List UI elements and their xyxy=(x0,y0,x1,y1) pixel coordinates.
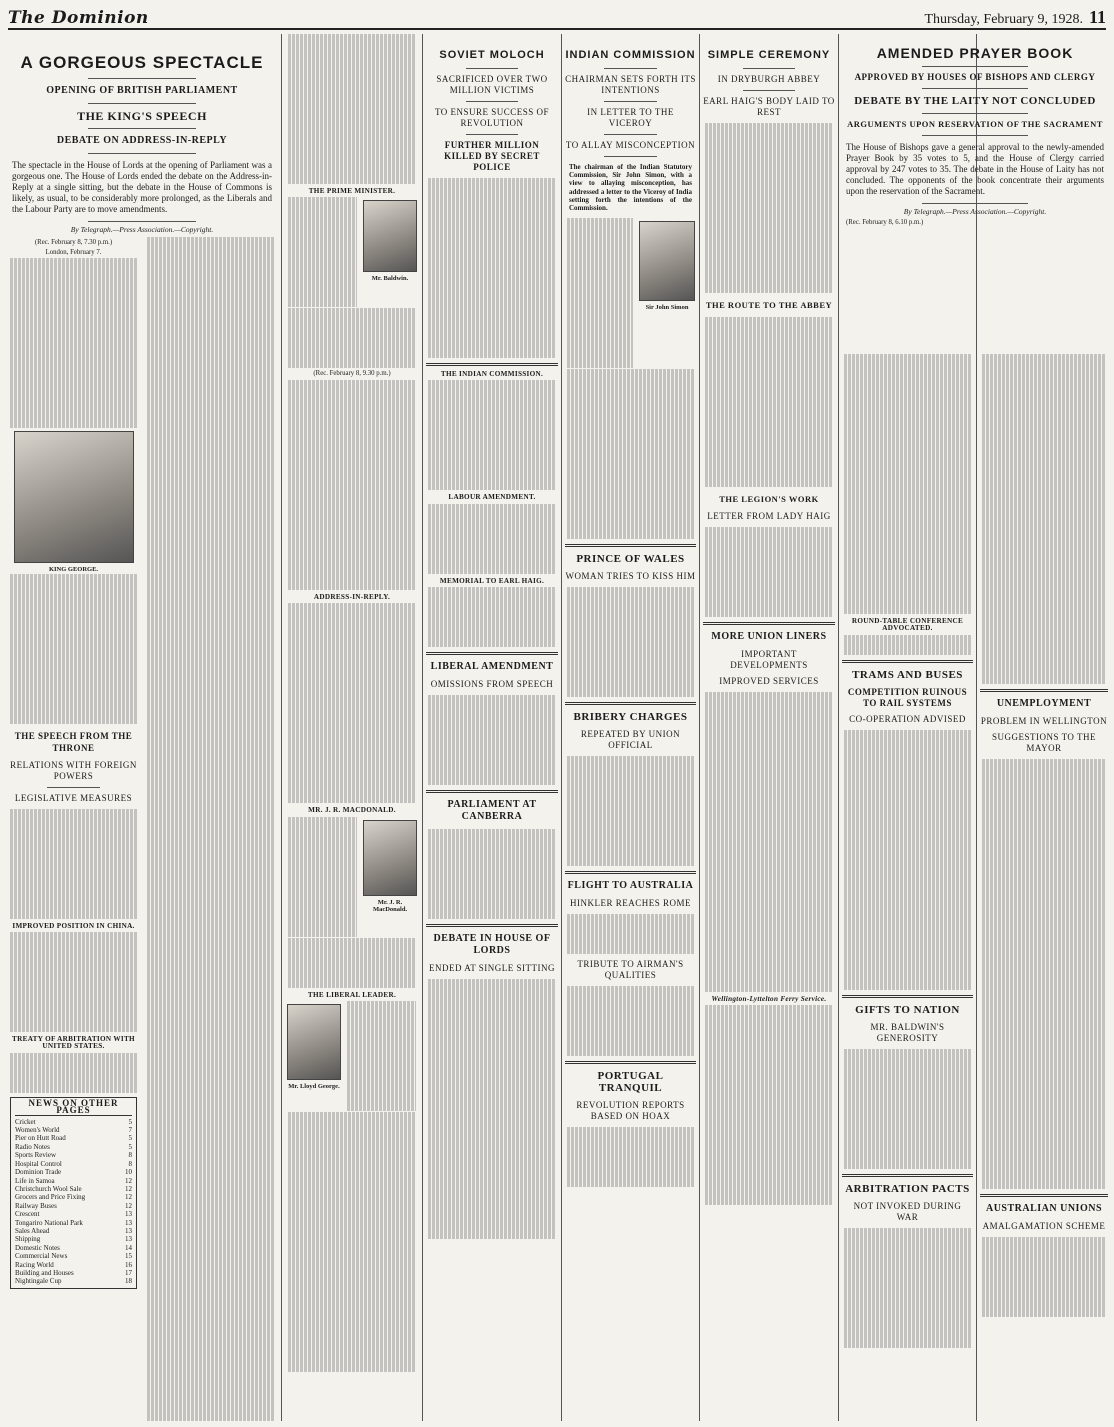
news-index-item xyxy=(15,1269,132,1277)
column-2 xyxy=(286,34,418,1421)
column-4 xyxy=(565,34,696,1421)
subheadline: IMPROVED SERVICES xyxy=(719,676,819,686)
subheadline: AMALGAMATION SCHEME xyxy=(982,1221,1106,1231)
article-body-text xyxy=(147,237,274,1421)
article-body-text xyxy=(567,986,694,1056)
news-index-label: Women's World xyxy=(15,1126,60,1135)
divider xyxy=(565,544,696,547)
article-body-text xyxy=(10,809,137,919)
article-body-text xyxy=(428,979,556,1239)
news-index-page: 15 xyxy=(125,1252,132,1261)
headline: SIMPLE CEREMONY xyxy=(707,49,831,61)
news-index-title: NEWS ON OTHER PAGES xyxy=(15,1100,132,1116)
news-index-item xyxy=(15,1227,132,1235)
news-index-box xyxy=(10,1097,137,1289)
divider xyxy=(922,113,1028,114)
article-body-text xyxy=(288,308,416,368)
section-subhead: IMPROVED POSITION IN CHINA. xyxy=(12,921,135,930)
article-body-text xyxy=(844,1228,971,1348)
news-index-list xyxy=(15,1118,132,1286)
macdonald-portrait xyxy=(363,820,417,896)
received-time: (Rec. February 8, 7.30 p.m.) xyxy=(34,239,113,247)
news-index-item xyxy=(15,1277,132,1285)
article-body-text xyxy=(288,1112,416,1372)
news-index-item xyxy=(15,1126,132,1134)
headline: A GORGEOUS SPECTACLE xyxy=(20,53,264,72)
news-index-page: 12 xyxy=(125,1176,132,1185)
divider xyxy=(922,135,1028,136)
news-index-page: 16 xyxy=(125,1260,132,1269)
divider xyxy=(743,90,796,91)
news-index-item xyxy=(15,1143,132,1151)
news-index-page: 7 xyxy=(128,1126,132,1135)
article-body-text xyxy=(705,527,833,617)
divider xyxy=(980,1194,1108,1197)
article-body-text xyxy=(288,380,416,590)
section-subhead: ADDRESS-IN-REPLY. xyxy=(313,592,391,601)
article-body-text xyxy=(10,574,137,724)
news-index-page: 12 xyxy=(125,1184,132,1193)
article-body-text xyxy=(288,938,416,988)
news-index-label: Sales Ahead xyxy=(15,1226,50,1235)
article-body-text xyxy=(844,730,971,990)
divider xyxy=(604,134,656,135)
subheadline: DEBATE BY THE LAITY NOT CONCLUDED xyxy=(854,95,1096,107)
article-body-text xyxy=(705,317,833,487)
article-body-text xyxy=(982,759,1106,1189)
news-index-page: 5 xyxy=(128,1117,132,1126)
article-body-text xyxy=(567,587,694,697)
section-head: THE LEGION'S WORK xyxy=(719,494,819,504)
subheadline: IMPORTANT DEVELOPMENTS xyxy=(730,649,808,670)
divider xyxy=(604,156,656,157)
news-index-item xyxy=(15,1252,132,1260)
divider xyxy=(922,66,1028,67)
prayer-book-story xyxy=(842,34,1108,354)
news-index-label: Railway Buses xyxy=(15,1201,57,1210)
column-rule xyxy=(838,34,839,1421)
news-index-item xyxy=(15,1151,132,1159)
article-body-text xyxy=(428,829,556,919)
byline: By Telegraph.—Press Association.—Copyright. xyxy=(903,207,1047,216)
column-3 xyxy=(426,34,558,1421)
news-index-page: 8 xyxy=(128,1151,132,1160)
section-subhead: TREATY OF ARBITRATION WITH UNITED STATES. xyxy=(12,1035,135,1051)
column-rule xyxy=(699,34,700,1421)
divider xyxy=(426,652,558,655)
simon-portrait xyxy=(639,221,695,301)
subheadline: DEBATE ON ADDRESS-IN-REPLY xyxy=(56,135,228,146)
lede-paragraph: The spectacle in the House of Lords at the opening of Parliament was a gorgeous one. The House of Lords ended the debate on the Address-in-Reply at a single sitting, but the debate in the House of Commons is likely, as usual, to be considerably more prolonged, as the Liberals and the Labour Party are to move amendments. xyxy=(12,160,272,214)
divider xyxy=(743,68,796,69)
news-index-page: 5 xyxy=(128,1142,132,1151)
divider xyxy=(426,924,558,927)
divider xyxy=(88,78,195,79)
article-body-text xyxy=(567,914,694,954)
divider xyxy=(565,702,696,705)
column-rule xyxy=(561,34,562,1421)
divider xyxy=(842,995,973,998)
article-body-text xyxy=(705,1005,833,1205)
divider xyxy=(426,363,558,366)
headline: TRAMS AND BUSES xyxy=(852,668,963,681)
news-index-item xyxy=(15,1219,132,1227)
news-index-page: 13 xyxy=(125,1218,132,1227)
article-body-text xyxy=(567,218,633,368)
headline: DEBATE IN HOUSE OF LORDS xyxy=(433,933,551,957)
article-body-text xyxy=(428,380,556,490)
section-head: THE SPEECH FROM THE THRONE xyxy=(14,730,133,753)
news-index-label: Sports Review xyxy=(15,1151,57,1160)
article-body-text xyxy=(288,817,357,937)
divider xyxy=(466,68,519,69)
lede-paragraph: The House of Bishops gave a general approval to the newly-amended Prayer Book by 35 votes to 5, and the House of Clergy carried approval by 247 votes to 35. The debate in the House of Laity has not concluded. The opponents of the book concentrate their arguments upon the reservation of the Sacrament. xyxy=(846,142,1104,196)
article-body-text xyxy=(982,354,1106,684)
divider xyxy=(88,103,195,104)
lloyd-george-portrait xyxy=(287,1004,341,1080)
subheadline: NOT INVOKED DURING WAR xyxy=(853,1200,962,1222)
news-index-item xyxy=(15,1160,132,1168)
article-body-text xyxy=(428,178,556,358)
divider xyxy=(88,128,195,129)
article-body-text xyxy=(288,197,357,307)
received-time: (Rec. February 8, 6.10 p.m.) xyxy=(846,219,924,227)
article-body-text xyxy=(844,1049,971,1169)
king-george-photo xyxy=(14,431,134,563)
news-index-label: Crescent xyxy=(15,1210,40,1219)
masthead xyxy=(8,6,1106,30)
subheadline: ARGUMENTS UPON RESERVATION OF THE SACRAMENT xyxy=(847,119,1103,129)
news-index-page: 13 xyxy=(125,1235,132,1244)
headline: SOVIET MOLOCH xyxy=(439,49,545,61)
subheadline: REVOLUTION REPORTS BASED ON HOAX xyxy=(576,1100,685,1122)
article-body-text xyxy=(428,587,556,647)
article-body-text xyxy=(347,1001,416,1111)
subheadline: THE KING'S SPEECH xyxy=(77,109,207,123)
divider xyxy=(88,153,195,154)
headline: INDIAN COMMISSION xyxy=(565,49,696,61)
subheadline: OMISSIONS FROM SPEECH xyxy=(430,679,554,690)
headline: BRIBERY CHARGES xyxy=(573,711,688,724)
news-index-label: Shipping xyxy=(15,1235,41,1244)
subheadline: OPENING OF BRITISH PARLIAMENT xyxy=(46,85,238,96)
dateline: London, February 7. xyxy=(45,248,102,256)
subheadline: TO ALLAY MISCONCEPTION xyxy=(565,140,696,150)
news-index-label: Christchurch Wool Sale xyxy=(15,1184,82,1193)
article-body-text xyxy=(844,635,971,655)
column-rule xyxy=(281,34,282,1421)
article-body-text xyxy=(10,932,137,1032)
subheadline: HINKLER REACHES ROME xyxy=(569,898,691,909)
subheadline: REPEATED BY UNION OFFICIAL xyxy=(580,729,681,751)
divider xyxy=(565,871,696,874)
news-index-item xyxy=(15,1202,132,1210)
divider xyxy=(604,101,656,102)
news-index-item xyxy=(15,1134,132,1142)
subheadline: IN DRYBURGH ABBEY xyxy=(717,74,821,84)
news-index-page: 12 xyxy=(125,1201,132,1210)
section-subhead: THE INDIAN COMMISSION. xyxy=(440,370,544,378)
headline: PRINCE OF WALES xyxy=(576,553,685,566)
news-index-label: Nightingale Cup xyxy=(15,1277,62,1286)
divider xyxy=(466,101,519,102)
section-head: THE ROUTE TO THE ABBEY xyxy=(705,300,833,310)
news-index-page: 13 xyxy=(125,1226,132,1235)
date-text: Thursday, February 9, 1928. xyxy=(924,12,1083,27)
divider xyxy=(922,203,1028,204)
photo-caption: Sir John Simon xyxy=(645,304,689,312)
section-subhead: LABOUR AMENDMENT. xyxy=(448,493,536,502)
news-index-item xyxy=(15,1177,132,1185)
divider xyxy=(47,787,99,788)
news-index-label: Building and Houses xyxy=(15,1268,74,1277)
subheadline: CO-OPERATION ADVISED xyxy=(849,713,966,724)
section-subhead: ROUND-TABLE CONFERENCE ADVOCATED. xyxy=(851,617,964,633)
article-body-text xyxy=(567,1127,694,1187)
headline: PARLIAMENT AT CANBERRA xyxy=(447,799,537,823)
news-index-item xyxy=(15,1244,132,1252)
byline: By Telegraph.—Press Association.—Copyright. xyxy=(70,225,214,234)
news-index-item xyxy=(15,1210,132,1218)
photo-caption: Mr. Baldwin. xyxy=(371,275,409,283)
photo-caption: Mr. Lloyd George. xyxy=(288,1083,340,1091)
news-index-label: Tongariro National Park xyxy=(15,1218,83,1227)
divider xyxy=(703,622,835,625)
article-body-text xyxy=(844,354,971,614)
article-body-text xyxy=(288,603,416,803)
photo-caption: KING GEORGE. xyxy=(48,566,99,574)
subheadline: MR. BALDWIN'S GENEROSITY xyxy=(870,1021,945,1043)
subheadline: TRIBUTE TO AIRMAN'S QUALITIES xyxy=(577,959,684,981)
divider xyxy=(842,1174,973,1177)
subheadline: FURTHER MILLION KILLED BY SECRET POLICE xyxy=(444,140,540,172)
received-time: (Rec. February 8, 9.30 p.m.) xyxy=(313,370,391,378)
subheadline: PROBLEM IN WELLINGTON xyxy=(980,716,1108,726)
news-index-page: 17 xyxy=(125,1268,132,1277)
section-subhead: Wellington-Lyttelton Ferry Service. xyxy=(711,995,827,1003)
news-index-item xyxy=(15,1168,132,1176)
subheadline: ENDED AT SINGLE SITTING xyxy=(428,963,556,974)
divider xyxy=(466,134,519,135)
headline: AMENDED PRAYER BOOK xyxy=(876,45,1074,61)
divider xyxy=(88,221,195,222)
section-subhead: MEMORIAL TO EARL HAIG. xyxy=(439,576,545,585)
news-index-item xyxy=(15,1118,132,1126)
headline: PORTUGAL TRANQUIL xyxy=(597,1070,664,1095)
headline: AUSTRALIAN UNIONS xyxy=(985,1203,1103,1214)
news-index-label: Racing World xyxy=(15,1260,54,1269)
news-index-label: Domestic Notes xyxy=(15,1243,60,1252)
section-subhead: LETTER FROM LADY HAIG xyxy=(707,511,831,521)
news-index-label: Dominion Trade xyxy=(15,1168,62,1177)
headline: LIBERAL AMENDMENT xyxy=(430,661,554,673)
subheadline: COMPETITION RUINOUS TO RAIL SYSTEMS xyxy=(847,686,968,708)
subheadline: TO ENSURE SUCCESS OF REVOLUTION xyxy=(434,107,550,128)
news-index-label: Grocers and Price Fixing xyxy=(15,1193,86,1202)
column-6 xyxy=(842,354,973,1421)
article-body-text xyxy=(428,695,556,785)
photo-caption: Mr. J. R. MacDonald. xyxy=(372,898,408,914)
headline: GIFTS TO NATION xyxy=(855,1003,960,1016)
news-index-label: Hospital Control xyxy=(15,1159,62,1168)
section-subhead: LEGISLATIVE MEASURES xyxy=(14,792,133,803)
subheadline: IN LETTER TO THE VICEROY xyxy=(587,107,674,128)
news-index-label: Pier on Hutt Road xyxy=(15,1134,66,1143)
article-body-text xyxy=(428,504,556,574)
news-index-label: Cricket xyxy=(15,1117,36,1126)
news-index-page: 5 xyxy=(128,1134,132,1143)
subheadline: EARL HAIG'S BODY LAID TO REST xyxy=(703,96,835,117)
news-index-page: 13 xyxy=(125,1210,132,1219)
news-index-item xyxy=(15,1235,132,1243)
lede-paragraph: The chairman of the Indian Statutory Commission, Sir John Simon, with a view to allaying misconception, has addressed a letter to the Viceroy of India setting forth the intentions of the Commission. xyxy=(569,163,692,213)
headline: UNEMPLOYMENT xyxy=(996,698,1092,709)
headline: MORE UNION LINERS xyxy=(711,631,827,642)
news-index-label: Life in Samoa xyxy=(15,1176,55,1185)
page-number: 11 xyxy=(1088,7,1106,27)
column-7 xyxy=(980,354,1108,1421)
column-rule xyxy=(422,34,423,1421)
headline: ARBITRATION PACTS xyxy=(845,1182,970,1195)
divider xyxy=(842,660,973,663)
divider xyxy=(604,68,656,69)
subheadline: CHAIRMAN SETS FORTH ITS INTENTIONS xyxy=(565,74,696,95)
section-subhead: THE LIBERAL LEADER. xyxy=(307,990,397,999)
article-body-text xyxy=(10,1053,137,1093)
subheadline: SUGGESTIONS TO THE MAYOR xyxy=(991,732,1096,753)
subheadline: APPROVED BY HOUSES OF BISHOPS AND CLERGY xyxy=(854,72,1096,82)
lead-story-column xyxy=(8,34,276,1421)
divider xyxy=(426,790,558,793)
article-body-text xyxy=(705,692,833,992)
news-index-item xyxy=(15,1193,132,1201)
section-subhead: THE PRIME MINISTER. xyxy=(308,187,396,195)
news-index-item xyxy=(15,1185,132,1193)
subheadline: WOMAN TRIES TO KISS HIM xyxy=(565,571,696,582)
subheadline: SACRIFICED OVER TWO MILLION VICTIMS xyxy=(436,74,548,95)
divider xyxy=(922,88,1028,89)
headline: FLIGHT TO AUSTRALIA xyxy=(567,880,694,892)
news-index-page: 8 xyxy=(128,1159,132,1168)
news-index-page: 10 xyxy=(125,1168,132,1177)
issue-date xyxy=(924,7,1106,28)
divider xyxy=(980,689,1108,692)
news-index-page: 12 xyxy=(125,1193,132,1202)
news-index-label: Radio Notes xyxy=(15,1142,50,1151)
article-body-text xyxy=(705,123,833,293)
column-5 xyxy=(703,34,835,1421)
article-body-text xyxy=(982,1237,1106,1317)
news-index-item xyxy=(15,1261,132,1269)
divider xyxy=(565,1061,696,1064)
section-subhead: RELATIONS WITH FOREIGN POWERS xyxy=(10,759,137,781)
article-body-text xyxy=(10,258,137,428)
paper-title: The Dominion xyxy=(8,8,149,28)
news-index-page: 14 xyxy=(125,1243,132,1252)
news-index-label: Commercial News xyxy=(15,1252,68,1261)
article-body-text xyxy=(567,756,694,866)
article-body-text xyxy=(567,369,694,539)
news-index-page: 18 xyxy=(125,1277,132,1286)
article-body-text xyxy=(288,34,416,184)
baldwin-portrait xyxy=(363,200,417,272)
section-subhead: MR. J. R. MACDONALD. xyxy=(308,806,396,815)
